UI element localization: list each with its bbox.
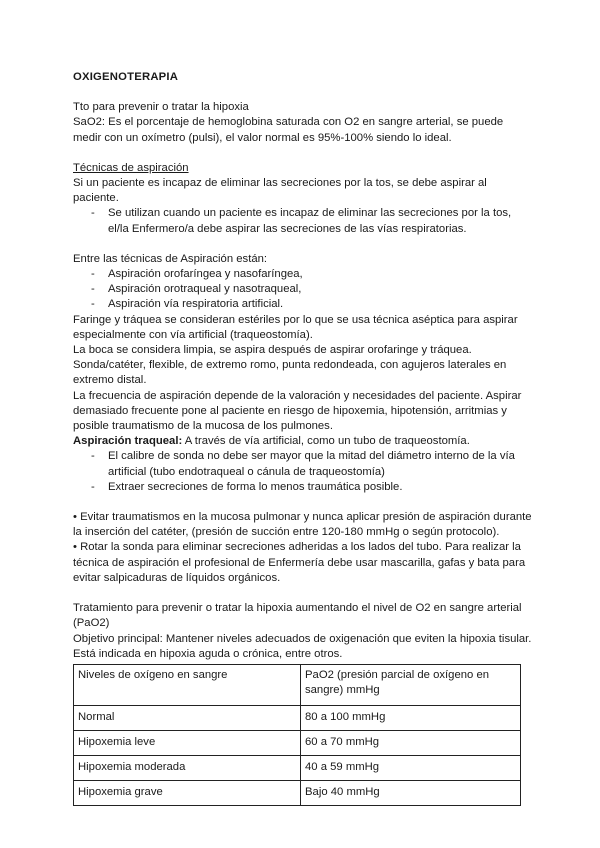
list-item: - El calibre de sonda no debe ser mayor que la mitad del diámetro interno de la vía artificial (tubo endotraqueal o cánula de traqueostomía) [91,449,533,479]
table-row [74,730,521,755]
paragraph-sterile: Faringe y tráquea se consideran estériles por lo que se usa técnica aséptica para aspirar especialmente con vía artificial (traqueostomía). [73,313,518,341]
list-item: - Aspiración vía respiratoria artificial. [91,297,533,312]
list-item: - Se utilizan cuando un paciente es incapaz de eliminar las secreciones por la tos, el/la Enfermero/a debe aspirar las secreciones de las vías respiratorias. [91,206,533,236]
tracheal-label: Aspiración traqueal: [73,435,183,448]
table-cell: Bajo 40 mmHg [301,780,521,805]
sao2-paragraph: SaO2: Es el porcentaje de hemoglobina saturada con O2 en sangre arterial, se puede medir con un oxímetro (pulsi), el valor normal es 95%-100% siendo lo ideal. [73,116,504,144]
table-header-cell: PaO2 (presión parcial de oxígeno en sangre) mmHg [301,664,521,705]
tracheal-list [73,449,533,495]
list-item: - Extraer secreciones de forma lo menos traumática posible. [91,480,533,495]
table-cell: 80 a 100 mmHg [301,705,521,730]
table-cell: 40 a 59 mmHg [301,755,521,780]
table-cell: Hipoxemia leve [74,730,301,755]
table-header-row [74,664,521,705]
oxygen-levels-table [73,664,521,806]
aspiration-list [73,206,533,236]
table-cell: Normal [74,705,301,730]
table-cell: Hipoxemia moderada [74,755,301,780]
types-list [73,267,533,313]
indication-line: Está indicada en hipoxia aguda o crónica, entre otros. [73,647,343,660]
table-cell: Hipoxemia grave [74,780,301,805]
aspiration-heading: Técnicas de aspiración [73,161,189,174]
aspiration-line: Si un paciente es incapaz de eliminar las secreciones por la tos, se debe aspirar al paciente. [73,177,487,205]
document-title: OXIGENOTERAPIA [73,71,179,83]
treatment-line: Tratamiento para prevenir o tratar la hipoxia aumentando el nivel de O2 en sangre arterial (PaO2) [73,602,522,630]
table-row [74,755,521,780]
list-item: - Aspiración orotraqueal y nasotraqueal, [91,282,533,297]
types-intro: Entre las técnicas de Aspiración están: [73,252,268,265]
table-row [74,780,521,805]
note-rotate: • Rotar la sonda para eliminar secreciones adheridas a los lados del tubo. Para realizar la técnica de aspiración el profesional de Enfermería debe usar mascarilla, gafas y bata para evitar salpicaduras de líquidos orgánicos. [73,541,526,584]
paragraph-mouth: La boca se considera limpia, se aspira después de aspirar orofaringe y tráquea. [73,344,472,357]
intro-line: Tto para prevenir o tratar la hipoxia [73,101,249,114]
objective-line: Objetivo principal: Mantener niveles adecuados de oxigenación que eviten la hipoxia tisular. [73,632,532,645]
paragraph-catheter: Sonda/catéter, flexible, de extremo romo, punta redondeada, con agujeros laterales en extremo distal. [73,359,507,387]
paragraph-frequency: La frecuencia de aspiración depende de la valoración y necesidades del paciente. Aspirar demasiado frecuente pone al paciente en riesgo de hipoxemia, hipotensión, arritmias y posible traumatismo de la mucosa de los pulmones. [73,389,522,433]
table-header-cell: Niveles de oxígeno en sangre [74,664,301,705]
list-item: - Aspiración orofaríngea y nasofaríngea, [91,267,533,282]
tracheal-text: A través de vía artificial, como un tubo de traqueostomía. [182,435,470,448]
table-row [74,705,521,730]
note-trauma: • Evitar traumatismos en la mucosa pulmonar y nunca aplicar presión de aspiración durante la inserción del catéter, (presión de succión entre 120-180 mmHg o según protocolo). [73,511,532,539]
document-page [73,70,533,806]
tracheal-paragraph [73,434,533,449]
table-cell: 60 a 70 mmHg [301,730,521,755]
